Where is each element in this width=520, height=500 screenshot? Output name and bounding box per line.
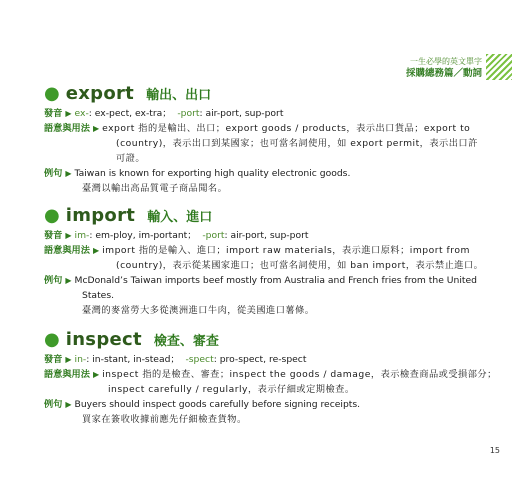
- triangle-icon: ▶: [65, 231, 72, 240]
- headword-meaning: 輸出、出口: [146, 88, 212, 103]
- usage-line: (country)，表示從某國家進口；也可當名詞使用，如 ban import，表示禁止進口。: [116, 260, 484, 271]
- usage-line: inspect carefully / regularly，表示仔細或定期檢查。: [108, 384, 355, 395]
- triangle-icon: ▶: [65, 276, 72, 285]
- bullet-icon: ●: [44, 205, 60, 226]
- triangle-icon: ▶: [92, 124, 100, 133]
- usage-line: (country)，表示出口到某國家；也可當名詞使用，如 export permit，表示出口許: [116, 138, 478, 149]
- headword-meaning: 輸入、進口: [147, 210, 213, 225]
- bullet-icon: ●: [44, 329, 60, 350]
- usage-line: 語意與用法 ▶ inspect 指的是檢查、審查；inspect the goods / damage，表示檢查商品或受損部分；: [44, 369, 497, 380]
- book-subtitle: 一生必學的英文單字: [410, 57, 482, 66]
- entry-inspect: [44, 329, 497, 427]
- example-line: 例句 ▶ Buyers should inspect goods carefully before signing receipts.: [44, 399, 361, 410]
- headword-row: [44, 84, 484, 106]
- triangle-icon: ▶: [65, 355, 72, 364]
- example-line: 例句 ▶ McDonald’s Taiwan imports beef mostly from Australia and French fries from the United: [44, 275, 477, 286]
- bullet-icon: ●: [44, 83, 60, 104]
- example-line-continued: States.: [82, 290, 115, 301]
- origin-line: 發音 ▶ in-: in-stant, in-stead； -spect: pro-spect, re-spect: [44, 354, 307, 365]
- page-header: [406, 56, 482, 80]
- usage-line: 語意與用法 ▶ import 指的是輸入、進口；import raw materials，表示進口原料；import from: [44, 245, 470, 256]
- decorative-stripes: [486, 54, 512, 80]
- triangle-icon: ▶: [65, 109, 72, 118]
- headword-row: [44, 206, 484, 228]
- headword-row: [44, 330, 484, 352]
- triangle-icon: ▶: [92, 246, 100, 255]
- headword: inspect: [65, 329, 142, 350]
- triangle-icon: ▶: [65, 169, 72, 178]
- usage-line: 可證。: [116, 153, 146, 164]
- example-translation: 臺灣的麥當勞大多從澳洲進口牛肉，從美國進口薯條。: [82, 305, 315, 316]
- example-translation: 臺灣以輸出高品質電子商品聞名。: [82, 183, 228, 194]
- headword: import: [65, 205, 136, 226]
- entry-export: [44, 84, 484, 196]
- entry-import: [44, 206, 484, 318]
- origin-line: 發音 ▶ ex-: ex-pect, ex-tra； -port: air-port, sup-port: [44, 108, 284, 119]
- headword: export: [65, 83, 135, 104]
- page-number: 15: [489, 446, 500, 455]
- headword-meaning: 檢查、審查: [153, 334, 219, 349]
- example-translation: 買家在簽收收據前應先仔細檢查貨物。: [82, 414, 247, 425]
- origin-line: 發音 ▶ im-: em-ploy, im-portant； -port: air-port, sup-port: [44, 230, 309, 241]
- example-line: 例句 ▶ Taiwan is known for exporting high quality electronic goods.: [44, 168, 351, 179]
- usage-line: 語意與用法 ▶ export 指的是輸出、出口；export goods / products，表示出口貨品；export to: [44, 123, 471, 134]
- triangle-icon: ▶: [92, 370, 100, 379]
- chapter-category: 採購總務篇／動詞: [405, 68, 482, 79]
- triangle-icon: ▶: [65, 400, 72, 409]
